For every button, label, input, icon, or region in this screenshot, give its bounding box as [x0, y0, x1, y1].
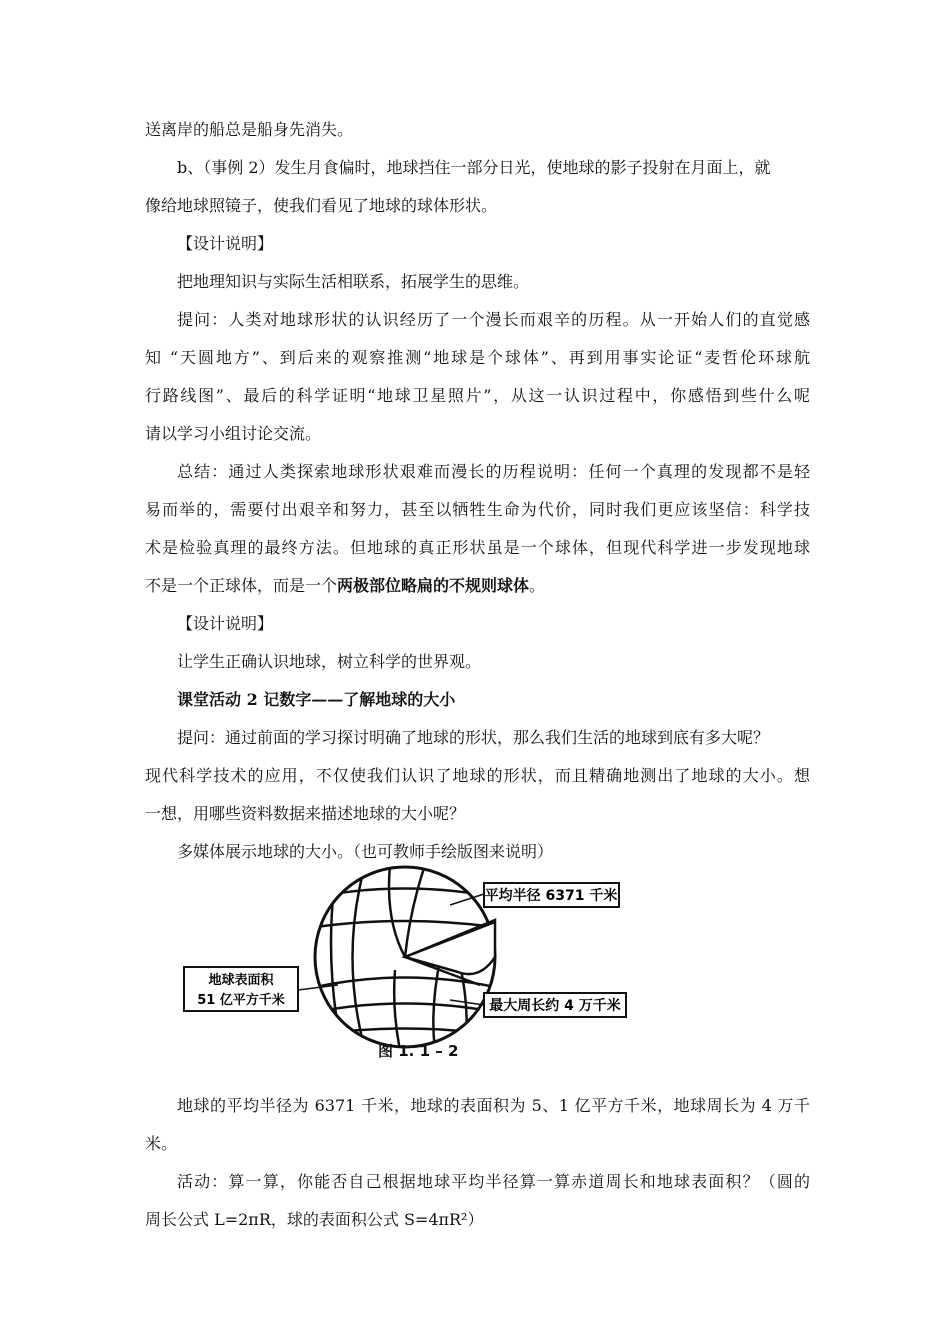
emphasis-text: 两极部位略扁的不规则球体	[337, 576, 530, 595]
paragraph-line: 请以学习小组讨论交流。	[145, 424, 322, 443]
circumference-label: 最大周长约 4 万千米	[489, 998, 621, 1014]
figure-caption: 图 1. 1 – 2	[378, 1042, 459, 1060]
paragraph-line: 知 “天圆地方”、到后来的观察推测“地球是个球体”、再到用事实论证“麦哲伦环球航	[145, 348, 810, 367]
design-note-heading: 【设计说明】	[177, 234, 274, 253]
paragraph-line: 提问：通过前面的学习探讨明确了地球的形状，那么我们生活的地球到底有多大呢？	[177, 728, 770, 747]
paragraph-line: 活动：算一算，你能否自己根据地球平均半径算一算赤道周长和地球表面积？（圆的	[177, 1172, 810, 1191]
text-span: 不是一个正球体，而是一个	[145, 576, 338, 595]
paragraph-line	[145, 576, 810, 596]
paragraph-line: 周长公式 L=2πR，球的表面积公式 S=4πR²）	[145, 1210, 484, 1229]
globe-figure	[180, 860, 640, 1070]
paragraph-line: 送离岸的船总是船身先消失。	[145, 120, 354, 139]
paragraph-line: 把地理知识与实际生活相联系，拓展学生的思维。	[177, 272, 530, 291]
paragraph-line: 像给地球照镜子，使我们看见了地球的球体形状。	[145, 196, 498, 215]
paragraph-line: 总结：通过人类探索地球形状艰难而漫长的历程说明：任何一个真理的发现都不是轻	[177, 462, 810, 481]
paragraph-line: 米。	[145, 1134, 178, 1153]
paragraph-line: 现代科学技术的应用，不仅使我们认识了地球的形状，而且精确地测出了地球的大小。想	[145, 766, 810, 785]
design-note-heading: 【设计说明】	[177, 614, 274, 633]
radius-label: 平均半径 6371 千米	[484, 888, 618, 904]
paragraph-line: 多媒体展示地球的大小。（也可教师手绘版图来说明）	[177, 842, 554, 861]
paragraph-line: 一想，用哪些资料数据来描述地球的大小呢？	[145, 804, 466, 823]
area-label-line2: 51 亿平方千米	[197, 993, 285, 1008]
area-label-line1: 地球表面积	[208, 973, 274, 988]
text-span: 。	[529, 576, 546, 595]
paragraph-line: 术是检验真理的最终方法。但地球的真正形状虽是一个球体，但现代科学进一步发现地球	[145, 538, 810, 557]
activity-heading: 课堂活动 2 记数字——了解地球的大小	[177, 690, 456, 709]
paragraph-line: 地球的平均半径为 6371 千米，地球的表面积为 5、1 亿平方千米，地球周长为 4 万千	[177, 1096, 810, 1115]
paragraph-line: 提问：人类对地球形状的认识经历了一个漫长而艰辛的历程。从一开始人们的直觉感	[177, 310, 810, 329]
paragraph-line: 易而举的，需要付出艰辛和努力，甚至以牺牲生命为代价，同时我们更应该坚信：科学技	[145, 500, 810, 519]
paragraph-line: 行路线图”、最后的科学证明“地球卫星照片”，从这一认识过程中，你感悟到些什么呢	[145, 386, 810, 405]
paragraph-line: b、（事例 2）发生月食偏时，地球挡住一部分日光，使地球的影子投射在月面上，就	[177, 158, 771, 177]
paragraph-line: 让学生正确认识地球，树立科学的世界观。	[177, 652, 482, 671]
globe-diagram	[180, 860, 640, 1070]
